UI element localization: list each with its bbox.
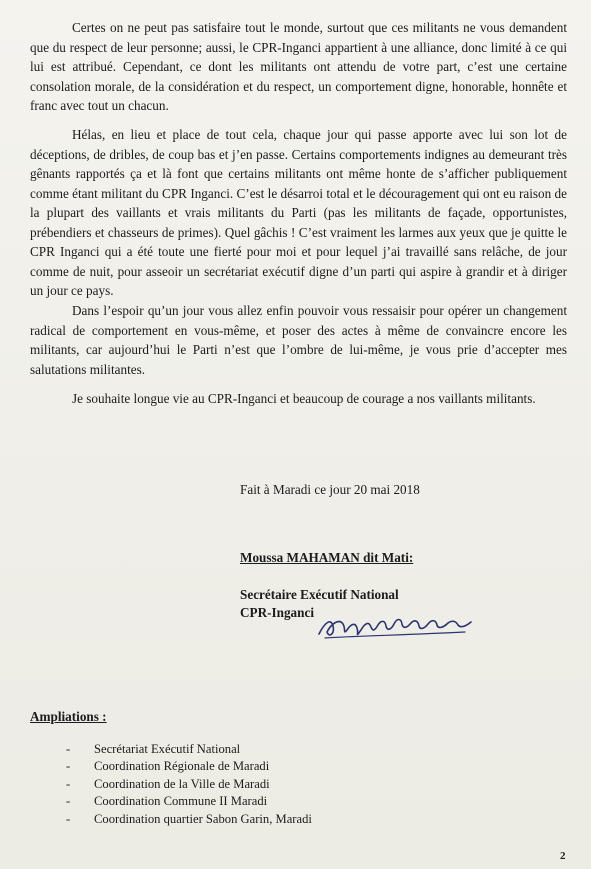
distribution-list [60,741,312,828]
list-item: - Coordination Commune II Maradi [60,793,312,810]
page-number: 2 [560,850,566,862]
body-paragraph-2: Hélas, en lieu et place de tout cela, chaque jour qui passe apporte avec lui son lot de déceptions, de dribles, de coup bas et j’en passe. Certains comportements indignes au demeurant très gênants rapportés ça et là font que certains militants ont même honte de s’afficher publiquement comme étant militant du CPR Inganci. C’est le désarroi total et le découragement qui ont eu raison de la plupart des vaillants et vrais militants du Parti (pas les militants de façade, opportunistes, prébendiers et chasseurs de primes). Quel gâchis ! C’est vraiment les larmes aux yeux que je quitte le CPR Inganci qui a été toute une fierté pour moi et pour lequel j’ai travaillé sans relâche, de jour comme de nuit, pour asseoir un secrétariat exécutif digne d’un parti qui aspire à grandir et à diriger un jour ce pays. [30,127,567,298]
signatory-organization: CPR-Inganci [240,605,314,620]
body-paragraph-3: Dans l’espoir qu’un jour vous allez enfin pouvoir vous ressaisir pour opérer un changement radical de comportement en vous-même, et poser des actes à même de convaincre encore les militants, car aujourd’hui le Parti n’est que l’ombre de lui-même, je vous prie d’accepter mes salutations militantes. [30,303,567,377]
signatory-title: Secrétaire Exécutif National [240,587,399,602]
body-paragraph-1: Certes on ne peut pas satisfaire tout le monde, surtout que ces militants ne vous demandent que du respect de leur personne; aussi, le CPR-Inganci appartient à une alliance, donc limité à ce qui lui est attribué. Cependant, ce dont les militants ont attendu de votre part, c’est une certaine consolation morale, de la considération et du respect, un comportement digne, honorable, honnête et franc avec tout un chacun. [30,20,567,113]
ampliations-heading: Ampliations : [30,709,107,724]
place-and-date: Fait à Maradi ce jour 20 mai 2018 [240,482,420,497]
handwritten-signature [315,608,475,642]
list-item: - Secrétariat Exécutif National [60,741,312,758]
body-paragraph-4: Je souhaite longue vie au CPR-Inganci et beaucoup de courage a nos vaillants militants. [72,391,536,406]
signature-underline-stroke [325,632,465,638]
list-item: - Coordination Régionale de Maradi [60,758,312,775]
list-item: - Coordination de la Ville de Maradi [60,776,312,793]
list-item: - Coordination quartier Sabon Garin, Maradi [60,811,312,828]
signatory-name: Moussa MAHAMAN dit Mati: [240,550,414,565]
